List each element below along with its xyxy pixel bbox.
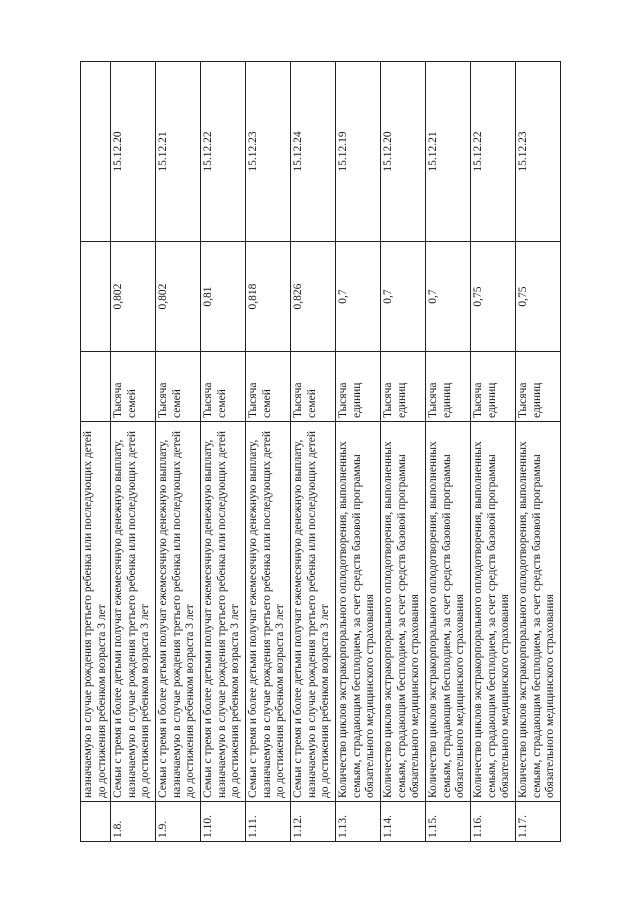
row-unit: Тысяча единиц	[336, 352, 381, 422]
row-number: 1.13.	[336, 802, 381, 842]
row-value: 0,802	[156, 242, 201, 352]
row-description: Семьи с тремя и более детьми получат ежемесячную денежную выплату, назначаемую в случае рождения третьего ребенка или последующих детей до достижения ребенком возраста 3 лет	[201, 422, 246, 802]
row-unit: Тысяча семей	[291, 352, 336, 422]
row-date	[81, 62, 111, 242]
table-row	[381, 62, 426, 842]
table-row	[426, 62, 471, 842]
table-row	[336, 62, 381, 842]
table-row	[246, 62, 291, 842]
row-number: 1.12.	[291, 802, 336, 842]
row-unit: Тысяча единиц	[516, 352, 561, 422]
row-description: назначаемую в случае рождения третьего ребенка или последующих детей до достижения ребенком возраста 3 лет	[81, 422, 111, 802]
row-number: 1.14.	[381, 802, 426, 842]
row-description: Количество циклов экстракорпорального оплодотворения, выполненных семьям, страдающим бесплодием, за счет средств базовой программы обязательного медицинского страхования	[381, 422, 426, 802]
row-number: 1.17.	[516, 802, 561, 842]
row-value: 0,802	[111, 242, 156, 352]
row-date: 15.12.20	[111, 62, 156, 242]
table-row	[111, 62, 156, 842]
row-unit: Тысяча семей	[156, 352, 201, 422]
row-unit: Тысяча семей	[201, 352, 246, 422]
table-row	[516, 62, 561, 842]
row-date: 15.12.22	[471, 62, 516, 242]
row-number: 1.16.	[471, 802, 516, 842]
row-description: Количество циклов экстракорпорального оплодотворения, выполненных семьям, страдающим бесплодием, за счет средств базовой программы обязательного медицинского страхования	[426, 422, 471, 802]
row-number: 1.11.	[246, 802, 291, 842]
row-unit: Тысяча единиц	[381, 352, 426, 422]
table-row	[291, 62, 336, 842]
row-value: 0,7	[381, 242, 426, 352]
row-date: 15.12.24	[291, 62, 336, 242]
row-date: 15.12.22	[201, 62, 246, 242]
row-date: 15.12.19	[336, 62, 381, 242]
indicators-table	[80, 61, 561, 842]
row-description: Количество циклов экстракорпорального оплодотворения, выполненных семьям, страдающим бесплодием, за счет средств базовой программы обязательного медицинского страхования	[471, 422, 516, 802]
row-date: 15.12.20	[381, 62, 426, 242]
row-value: 0,81	[201, 242, 246, 352]
row-description: Количество циклов экстракорпорального оплодотворения, выполненных семьям, страдающим бесплодием, за счет средств базовой программы обязательного медицинского страхования	[516, 422, 561, 802]
rotated-page	[80, 62, 560, 842]
row-value: 0,75	[471, 242, 516, 352]
row-unit: Тысяча единиц	[426, 352, 471, 422]
row-description: Количество циклов экстракорпорального оплодотворения, выполненных семьям, страдающим бесплодием, за счет средств базовой программы обязательного медицинского страхования	[336, 422, 381, 802]
row-date: 15.12.21	[156, 62, 201, 242]
row-unit: Тысяча семей	[111, 352, 156, 422]
row-value	[81, 242, 111, 352]
row-unit: Тысяча семей	[246, 352, 291, 422]
row-number: 1.10.	[201, 802, 246, 842]
row-date: 15.12.21	[426, 62, 471, 242]
row-value: 0,7	[426, 242, 471, 352]
row-date: 15.12.23	[516, 62, 561, 242]
row-unit: Тысяча единиц	[471, 352, 516, 422]
row-description: Семьи с тремя и более детьми получат ежемесячную денежную выплату, назначаемую в случае рождения третьего ребенка или последующих детей до достижения ребенком возраста 3 лет	[246, 422, 291, 802]
row-value: 0,7	[336, 242, 381, 352]
row-description: Семьи с тремя и более детьми получат ежемесячную денежную выплату, назначаемую в случае рождения третьего ребенка или последующих детей до достижения ребенком возраста 3 лет	[291, 422, 336, 802]
row-number: 1.8.	[111, 802, 156, 842]
row-description: Семьи с тремя и более детьми получат ежемесячную денежную выплату, назначаемую в случае рождения третьего ребенка или последующих детей до достижения ребенком возраста 3 лет	[111, 422, 156, 802]
row-number: 1.15.	[426, 802, 471, 842]
row-value: 0,826	[291, 242, 336, 352]
table-row	[156, 62, 201, 842]
row-unit	[81, 352, 111, 422]
table-row	[201, 62, 246, 842]
row-number	[81, 802, 111, 842]
row-number: 1.9.	[156, 802, 201, 842]
row-value: 0,818	[246, 242, 291, 352]
table-row	[471, 62, 516, 842]
table-row	[81, 62, 111, 842]
row-value: 0,75	[516, 242, 561, 352]
row-description: Семьи с тремя и более детьми получат ежемесячную денежную выплату, назначаемую в случае рождения третьего ребенка или последующих детей до достижения ребенком возраста 3 лет	[156, 422, 201, 802]
row-date: 15.12.23	[246, 62, 291, 242]
